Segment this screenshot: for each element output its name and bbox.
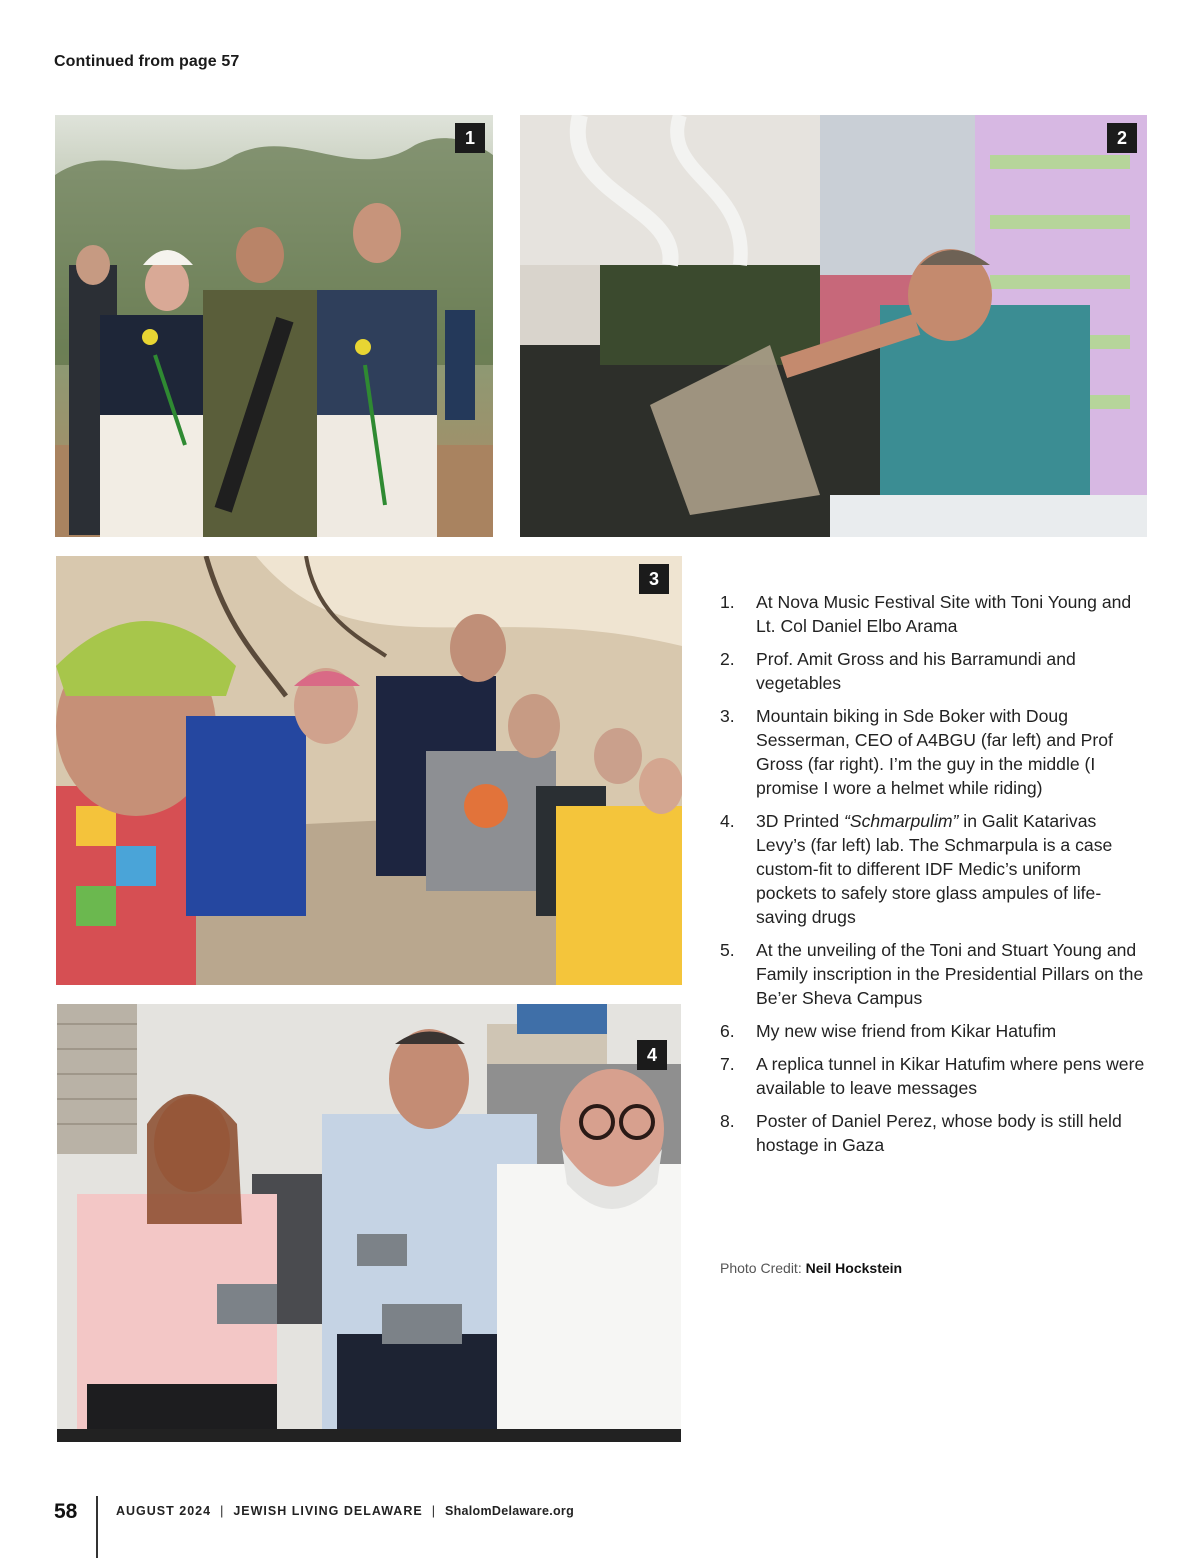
caption-text: Prof. Amit Gross and his Barramundi and vegetables — [756, 649, 1076, 693]
footer-divider — [96, 1496, 98, 1558]
page-number: 58 — [54, 1500, 78, 1523]
caption-text-emphasis: “Schmarpulim” — [844, 811, 959, 831]
photo-barramundi-lab-image — [520, 115, 1147, 537]
caption-number: 3. — [720, 706, 735, 726]
caption-number: 4. — [720, 811, 735, 831]
caption-item — [720, 1109, 1145, 1157]
caption-text: At Nova Music Festival Site with Toni Young and Lt. Col Daniel Elbo Arama — [756, 592, 1132, 636]
caption-text-post: in Galit Katarivas Levy’s (far left) lab. The Schmarpula is a case custom-fit to different IDF Medic’s uniform pockets to safely store glass ampules of life-saving drugs — [756, 811, 1113, 927]
photo-barramundi-lab — [520, 115, 1147, 537]
photo-number-badge: 3 — [639, 564, 669, 594]
footer-website-link[interactable]: ShalomDelaware.org — [444, 1504, 575, 1518]
caption-number: 5. — [720, 940, 735, 960]
photo-credit-name: Neil Hockstein — [805, 1260, 903, 1276]
page-footer — [54, 1496, 754, 1558]
photo-number-badge: 1 — [455, 123, 485, 153]
photo-credit-label: Photo Credit: — [720, 1260, 802, 1276]
caption-item — [720, 938, 1145, 1010]
photo-credit — [720, 1260, 902, 1276]
footer-issue-date: AUGUST 2024 — [116, 1504, 212, 1518]
photo-number-badge: 2 — [1107, 123, 1137, 153]
caption-text: At the unveiling of the Toni and Stuart Young and Family inscription in the Presidential Pillars on the Be’er Sheva Campus — [756, 940, 1144, 1008]
caption-number: 7. — [720, 1054, 735, 1074]
footer-separator: | — [431, 1504, 436, 1518]
photo-schmarpulim-lab-image — [57, 1004, 681, 1442]
photo-mountain-biking-image — [56, 556, 682, 985]
caption-item — [720, 1019, 1145, 1043]
continued-from-label: Continued from page 57 — [54, 53, 240, 70]
photo-mountain-biking — [56, 556, 682, 985]
photo-nova-festival — [55, 115, 493, 537]
photo-schmarpulim-lab — [57, 1004, 681, 1442]
caption-item — [720, 809, 1145, 929]
caption-number: 2. — [720, 649, 735, 669]
caption-item — [720, 590, 1145, 638]
photo-captions-list — [720, 590, 1145, 1166]
caption-item — [720, 647, 1145, 695]
caption-text: A replica tunnel in Kikar Hatufim where pens were available to leave messages — [756, 1054, 1145, 1098]
caption-text — [756, 809, 1145, 929]
caption-text-pre: 3D Printed — [756, 811, 845, 831]
caption-text: Poster of Daniel Perez, whose body is still held hostage in Gaza — [756, 1111, 1122, 1155]
caption-number: 8. — [720, 1111, 735, 1131]
caption-number: 6. — [720, 1021, 735, 1041]
photo-nova-festival-image — [55, 115, 493, 537]
caption-text: My new wise friend from Kikar Hatufim — [756, 1021, 1057, 1041]
caption-item — [720, 1052, 1145, 1100]
footer-masthead — [116, 1504, 574, 1518]
caption-item — [720, 704, 1145, 800]
footer-publication: JEWISH LIVING DELAWARE — [233, 1504, 423, 1518]
footer-separator: | — [220, 1504, 225, 1518]
photo-number-badge: 4 — [637, 1040, 667, 1070]
caption-number: 1. — [720, 592, 735, 612]
caption-text: Mountain biking in Sde Boker with Doug Sesserman, CEO of A4BGU (far left) and Prof Gross (far right). I’m the guy in the middle (I promise I wore a helmet while riding) — [756, 706, 1113, 798]
